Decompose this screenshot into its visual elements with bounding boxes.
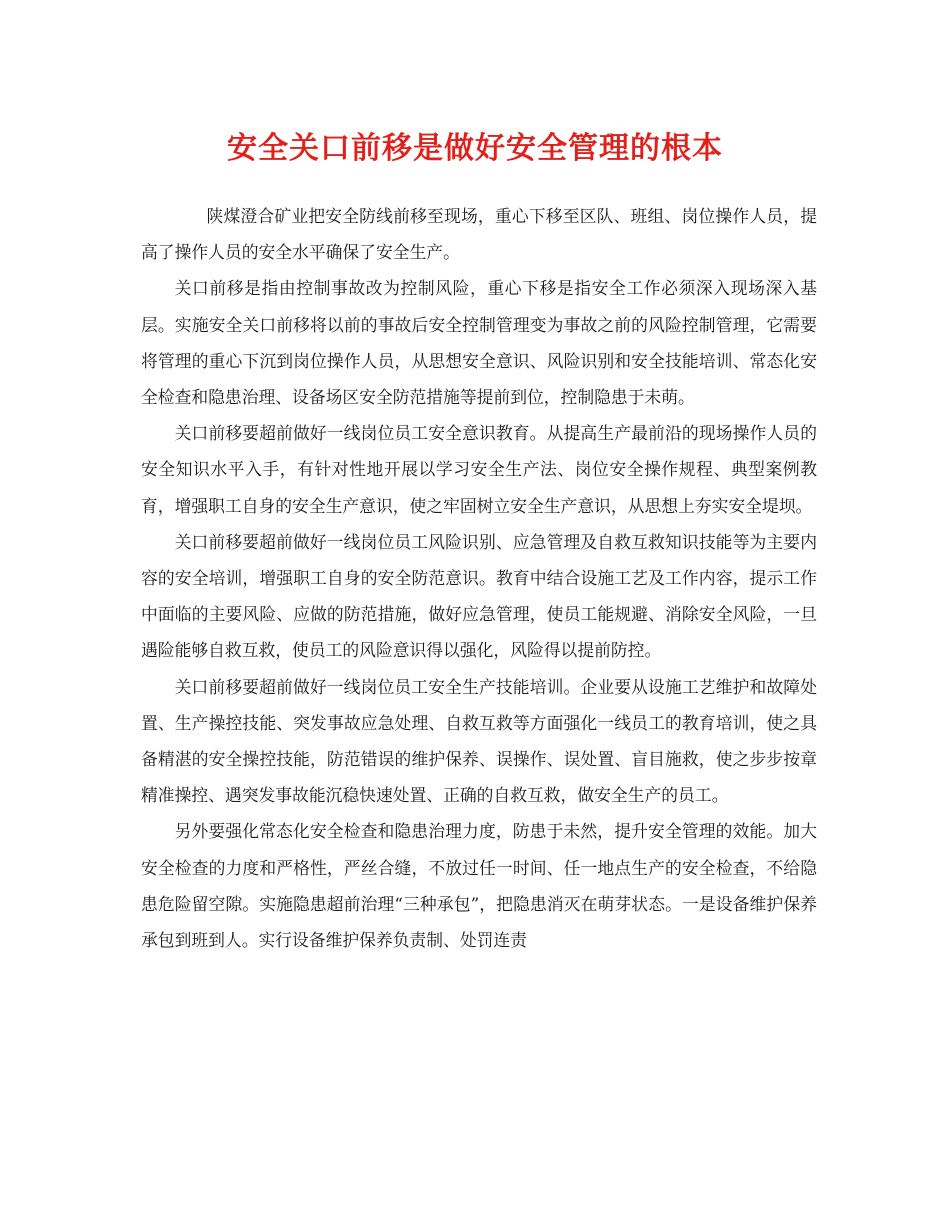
document-body [141, 198, 817, 958]
paragraph: 另外要强化常态化安全检查和隐患治理力度，防患于未然，提升安全管理的效能。加大安全检查的力度和严格性，严丝合缝，不放过任一时间、任一地点生产的安全检查，不给隐患危险留空隙。实施隐患超前治理“三种承包”，把隐患消灭在萌芽状态。一是设备维护保养承包到班到人。实行设备维护保养负责制、处罚连责 [141, 821, 817, 951]
paragraph: 关口前移是指由控制事故改为控制风险，重心下移是指安全工作必须深入现场深入基层。实施安全关口前移将以前的事故后安全控制管理变为事故之前的风险控制管理，它需要将管理的重心下沉到岗位操作人员，从思想安全意识、风险识别和安全技能培训、常态化安全检查和隐患治理、设备场区安全防范措施等提前到位，控制隐患于未萌。 [141, 278, 817, 408]
paragraph: 关口前移要超前做好一线岗位员工安全生产技能培训。企业要从设施工艺维护和故障处置、生产操控技能、突发事故应急处理、自救互救等方面强化一线员工的教育培训，使之具备精湛的安全操控技能，防范错误的维护保养、误操作、误处置、盲目施救，使之步步按章精准操控、遇突发事故能沉稳快速处置、正确的自救互救，做安全生产的员工。 [141, 676, 817, 806]
document-title: 安全关口前移是做好安全管理的根本 [227, 131, 723, 166]
paragraph: 关口前移要超前做好一线岗位员工安全意识教育。从提高生产最前沿的现场操作人员的安全知识水平入手，有针对性地开展以学习安全生产法、岗位安全操作规程、典型案例教育，增强职工自身的安全生产意识，使之牢固树立安全生产意识，从思想上夯实安全堤坝。 [141, 423, 817, 516]
paragraph: 关口前移要超前做好一线岗位员工风险识别、应急管理及自救互救知识技能等为主要内容的安全培训，增强职工自身的安全防范意识。教育中结合设施工艺及工作内容，提示工作中面临的主要风险、应做的防范措施，做好应急管理，使员工能规避、消除安全风险，一旦遇险能够自救互救，使员工的风险意识得以强化，风险得以提前防控。 [141, 531, 817, 661]
paragraph: 陕煤澄合矿业把安全防线前移至现场，重心下移至区队、班组、岗位操作人员，提高了操作人员的安全水平确保了安全生产。 [141, 206, 817, 263]
